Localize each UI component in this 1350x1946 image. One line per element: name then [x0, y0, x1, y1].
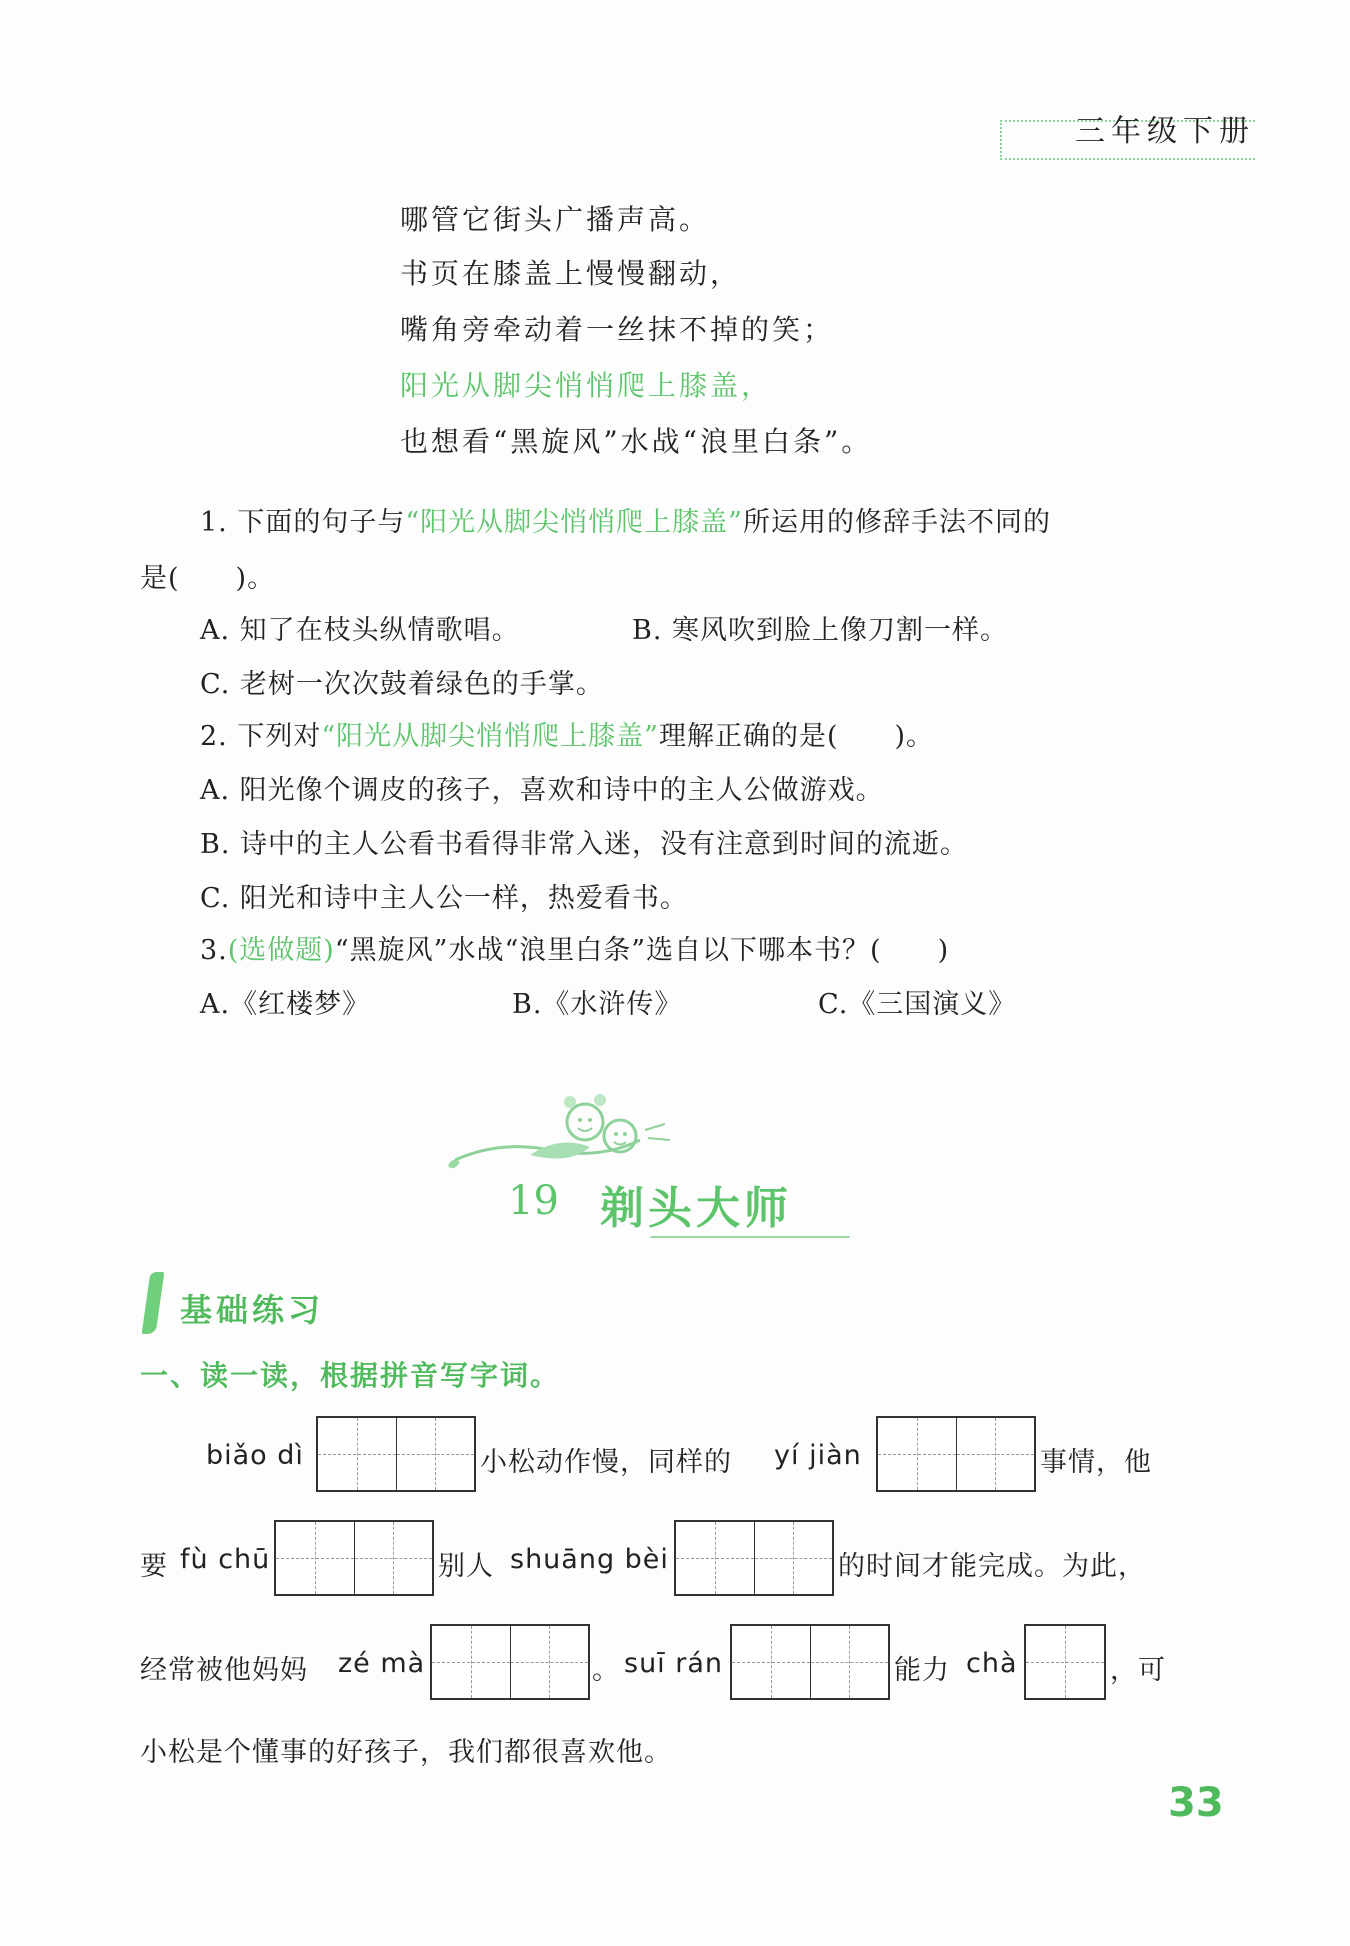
- exercise-text-5: 的时间才能完成。为此，: [838, 1551, 1146, 1582]
- question-3-optional-tag: (选做题): [227, 935, 335, 966]
- section-marker-icon: [142, 1272, 165, 1334]
- answer-box-cha[interactable]: [1024, 1624, 1106, 1700]
- answer-box-biao-di[interactable]: [316, 1416, 476, 1492]
- pinyin-sui-ran: suī rán: [624, 1648, 724, 1679]
- question-2-suffix: 理解正确的是( )。: [658, 721, 935, 752]
- poem-line-4-highlight: 阳光从脚尖悄悄爬上膝盖，: [400, 369, 773, 402]
- question-3-prefix: 3.: [200, 935, 228, 966]
- lesson-title: 剃头大师: [600, 1183, 792, 1234]
- pinyin-ze-ma: zé mà: [338, 1648, 426, 1679]
- lesson-number: 19: [508, 1178, 559, 1224]
- section-title: 基础练习: [180, 1291, 325, 1329]
- question-3-option-b: B.《水浒传》: [512, 989, 683, 1020]
- pinyin-fu-chu: fù chū: [180, 1544, 271, 1575]
- question-2-option-a: A. 阳光像个调皮的孩子，喜欢和诗中的主人公做游戏。: [200, 775, 884, 806]
- exercise-text-1: 小松动作慢，同样的: [480, 1447, 732, 1478]
- lesson-underline: [650, 1236, 850, 1238]
- poem-line-1: 哪管它街头广播声高。: [400, 203, 711, 236]
- pinyin-biao-di: biǎo dì: [206, 1440, 304, 1471]
- exercise-text-4: 别人: [438, 1551, 494, 1582]
- answer-box-shuang-bei[interactable]: [674, 1520, 834, 1596]
- answer-box-fu-chu[interactable]: [274, 1520, 434, 1596]
- pinyin-yi-jian: yí jiàn: [774, 1440, 862, 1471]
- exercise-text-9: ，可: [1110, 1655, 1166, 1686]
- question-2-option-b: B. 诗中的主人公看书看得非常入迷，没有注意到时间的流逝。: [200, 829, 969, 860]
- question-3-option-c: C.《三国演义》: [818, 989, 1017, 1020]
- exercise-text-2: 事情，他: [1040, 1447, 1152, 1478]
- question-1-quote: “阳光从脚尖悄悄爬上膝盖”: [405, 507, 743, 538]
- question-1-answer-line: 是( )。: [140, 563, 276, 594]
- question-2-prefix: 2. 下列对: [200, 721, 322, 752]
- answer-box-sui-ran[interactable]: [730, 1624, 890, 1700]
- exercise-text-3: 要: [140, 1551, 168, 1582]
- grade-label: 三年级下册: [1075, 114, 1255, 149]
- exercise-text-8: 能力: [894, 1655, 950, 1686]
- poem-line-5: 也想看“黑旋风”水战“浪里白条”。: [400, 425, 873, 458]
- question-1-option-b: B. 寒风吹到脸上像刀割一样。: [632, 615, 1009, 646]
- question-3-option-a: A.《红楼梦》: [200, 989, 371, 1020]
- question-3-suffix: “黑旋风”水战“浪里白条”选自以下哪本书？( ): [334, 935, 950, 966]
- answer-box-ze-ma[interactable]: [430, 1624, 590, 1700]
- question-1-suffix: 所运用的修辞手法不同的: [742, 507, 1051, 538]
- question-2-option-c: C. 阳光和诗中主人公一样，热爱看书。: [200, 883, 688, 914]
- pinyin-shuang-bei: shuāng bèi: [510, 1544, 669, 1575]
- poem-line-2: 书页在膝盖上慢慢翻动，: [400, 257, 742, 290]
- exercise-text-10: 小松是个懂事的好孩子，我们都很喜欢他。: [140, 1737, 672, 1768]
- question-3: [200, 928, 949, 967]
- question-2: [200, 714, 934, 753]
- poem-line-3: 嘴角旁牵动着一丝抹不掉的笑；: [400, 313, 835, 346]
- exercise-text-7: 。: [592, 1655, 620, 1686]
- exercise-instruction: 一、读一读，根据拼音写字词。: [140, 1359, 561, 1392]
- pinyin-cha: chà: [966, 1648, 1018, 1679]
- question-1-option-c: C. 老树一次次鼓着绿色的手掌。: [200, 669, 604, 700]
- question-1: [200, 500, 1051, 539]
- question-1-prefix: 1. 下面的句子与: [200, 507, 406, 538]
- question-1-option-a: A. 知了在枝头纵情歌唱。: [200, 615, 520, 646]
- answer-box-yi-jian[interactable]: [876, 1416, 1036, 1492]
- exercise-text-6: 经常被他妈妈: [140, 1655, 308, 1686]
- question-2-quote: “阳光从脚尖悄悄爬上膝盖”: [321, 721, 659, 752]
- page-number: 33: [1168, 1780, 1224, 1826]
